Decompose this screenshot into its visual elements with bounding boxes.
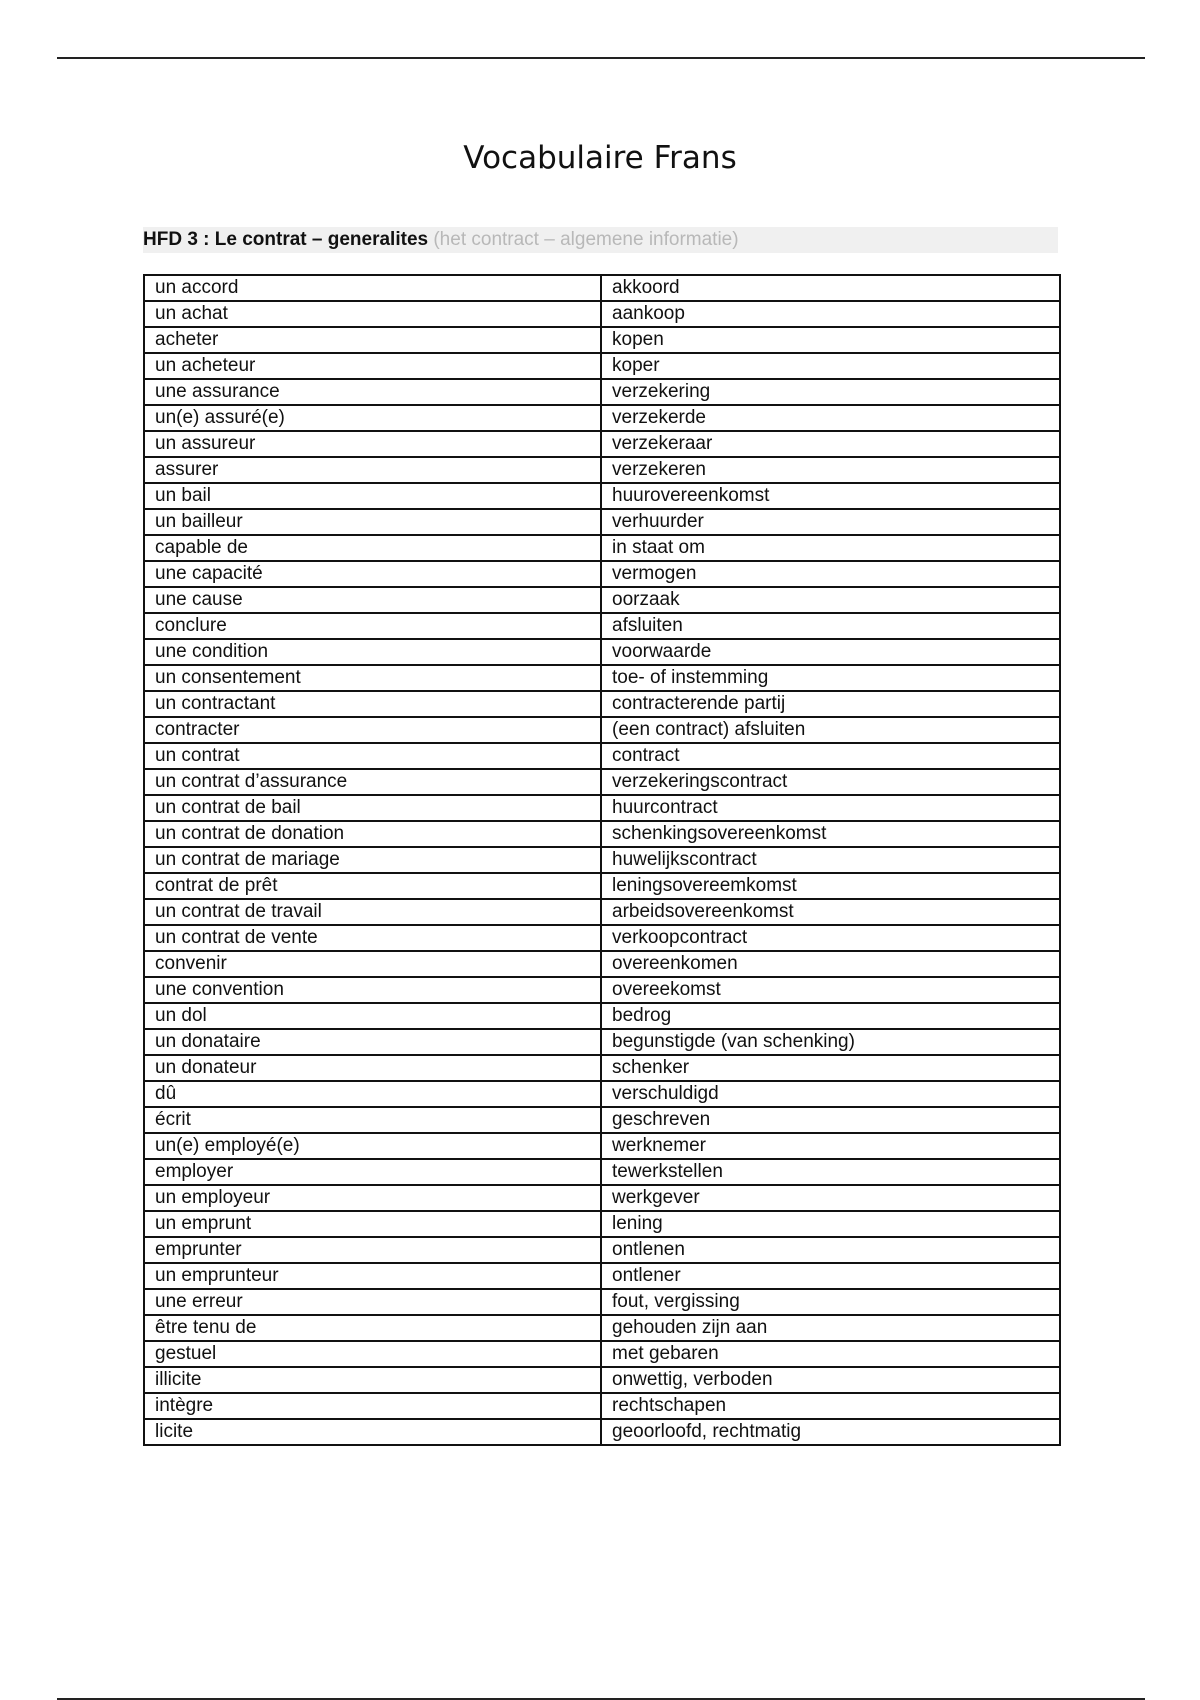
french-term: un contrat de donation — [144, 821, 601, 847]
table-row — [144, 1263, 1060, 1289]
french-term: dû — [144, 1081, 601, 1107]
dutch-translation: contracterende partij — [601, 691, 1060, 717]
dutch-translation: oorzaak — [601, 587, 1060, 613]
table-row — [144, 1289, 1060, 1315]
table-row — [144, 847, 1060, 873]
dutch-translation: arbeidsovereenkomst — [601, 899, 1060, 925]
dutch-translation: geoorloofd, rechtmatig — [601, 1419, 1060, 1445]
table-row — [144, 1393, 1060, 1419]
french-term: un(e) assuré(e) — [144, 405, 601, 431]
french-term: un contrat d’assurance — [144, 769, 601, 795]
table-row — [144, 639, 1060, 665]
table-row — [144, 1341, 1060, 1367]
french-term: un bail — [144, 483, 601, 509]
document-title: Vocabulaire Frans — [463, 140, 737, 176]
dutch-translation: toe- of instemming — [601, 665, 1060, 691]
french-term: intègre — [144, 1393, 601, 1419]
french-term: un contrat de bail — [144, 795, 601, 821]
table-row — [144, 431, 1060, 457]
french-term: un emprunteur — [144, 1263, 601, 1289]
table-row — [144, 1133, 1060, 1159]
dutch-translation: afsluiten — [601, 613, 1060, 639]
dutch-translation: werknemer — [601, 1133, 1060, 1159]
table-row — [144, 275, 1060, 301]
dutch-translation: verzekeringscontract — [601, 769, 1060, 795]
dutch-translation: fout, vergissing — [601, 1289, 1060, 1315]
french-term: contrat de prêt — [144, 873, 601, 899]
dutch-translation: huwelijkscontract — [601, 847, 1060, 873]
french-term: employer — [144, 1159, 601, 1185]
header-rule — [57, 57, 1145, 59]
french-term: un employeur — [144, 1185, 601, 1211]
french-term: un contrat de vente — [144, 925, 601, 951]
table-row — [144, 821, 1060, 847]
table-row — [144, 301, 1060, 327]
table-row — [144, 925, 1060, 951]
french-term: être tenu de — [144, 1315, 601, 1341]
table-row — [144, 665, 1060, 691]
french-term: un contrat — [144, 743, 601, 769]
french-term: un contrat de travail — [144, 899, 601, 925]
table-row — [144, 769, 1060, 795]
french-term: un acheteur — [144, 353, 601, 379]
dutch-translation: schenkingsovereenkomst — [601, 821, 1060, 847]
table-row — [144, 1211, 1060, 1237]
dutch-translation: koper — [601, 353, 1060, 379]
table-row — [144, 1029, 1060, 1055]
french-term: un(e) employé(e) — [144, 1133, 601, 1159]
french-term: capable de — [144, 535, 601, 561]
dutch-translation: aankoop — [601, 301, 1060, 327]
table-row — [144, 1003, 1060, 1029]
french-term: un bailleur — [144, 509, 601, 535]
dutch-translation: verzekeraar — [601, 431, 1060, 457]
french-term: un dol — [144, 1003, 601, 1029]
french-term: assurer — [144, 457, 601, 483]
table-row — [144, 353, 1060, 379]
table-row — [144, 743, 1060, 769]
french-term: emprunter — [144, 1237, 601, 1263]
table-row — [144, 405, 1060, 431]
french-term: une assurance — [144, 379, 601, 405]
table-row — [144, 483, 1060, 509]
dutch-translation: ontlenen — [601, 1237, 1060, 1263]
table-row — [144, 691, 1060, 717]
section-heading-french: HFD 3 : Le contrat – generalites — [143, 229, 429, 250]
dutch-translation: gehouden zijn aan — [601, 1315, 1060, 1341]
french-term: une cause — [144, 587, 601, 613]
dutch-translation: vermogen — [601, 561, 1060, 587]
french-term: licite — [144, 1419, 601, 1445]
dutch-translation: in staat om — [601, 535, 1060, 561]
dutch-translation: overeekomst — [601, 977, 1060, 1003]
french-term: contracter — [144, 717, 601, 743]
french-term: un assureur — [144, 431, 601, 457]
table-row — [144, 587, 1060, 613]
french-term: un emprunt — [144, 1211, 601, 1237]
table-row — [144, 873, 1060, 899]
table-row — [144, 561, 1060, 587]
table-row — [144, 1419, 1060, 1445]
dutch-translation: huurcontract — [601, 795, 1060, 821]
table-row — [144, 327, 1060, 353]
french-term: un donataire — [144, 1029, 601, 1055]
table-row — [144, 1159, 1060, 1185]
french-term: un consentement — [144, 665, 601, 691]
table-row — [144, 1315, 1060, 1341]
table-row — [144, 717, 1060, 743]
dutch-translation: werkgever — [601, 1185, 1060, 1211]
french-term: acheter — [144, 327, 601, 353]
dutch-translation: huurovereenkomst — [601, 483, 1060, 509]
dutch-translation: geschreven — [601, 1107, 1060, 1133]
table-row — [144, 977, 1060, 1003]
french-term: conclure — [144, 613, 601, 639]
table-row — [144, 1185, 1060, 1211]
dutch-translation: contract — [601, 743, 1060, 769]
table-row — [144, 951, 1060, 977]
french-term: un accord — [144, 275, 601, 301]
dutch-translation: verzekerde — [601, 405, 1060, 431]
table-row — [144, 899, 1060, 925]
dutch-translation: akkoord — [601, 275, 1060, 301]
vocabulary-table-body — [144, 275, 1060, 1445]
dutch-translation: voorwaarde — [601, 639, 1060, 665]
table-row — [144, 509, 1060, 535]
dutch-translation: onwettig, verboden — [601, 1367, 1060, 1393]
table-row — [144, 457, 1060, 483]
dutch-translation: verhuurder — [601, 509, 1060, 535]
french-term: convenir — [144, 951, 601, 977]
dutch-translation: overeenkomen — [601, 951, 1060, 977]
dutch-translation: tewerkstellen — [601, 1159, 1060, 1185]
table-row — [144, 1237, 1060, 1263]
table-row — [144, 613, 1060, 639]
dutch-translation: schenker — [601, 1055, 1060, 1081]
table-row — [144, 1367, 1060, 1393]
dutch-translation: ontlener — [601, 1263, 1060, 1289]
dutch-translation: rechtschapen — [601, 1393, 1060, 1419]
french-term: une capacité — [144, 561, 601, 587]
dutch-translation: met gebaren — [601, 1341, 1060, 1367]
dutch-translation: kopen — [601, 327, 1060, 353]
dutch-translation: begunstigde (van schenking) — [601, 1029, 1060, 1055]
french-term: un contrat de mariage — [144, 847, 601, 873]
dutch-translation: verzekering — [601, 379, 1060, 405]
french-term: illicite — [144, 1367, 601, 1393]
french-term: un contractant — [144, 691, 601, 717]
section-heading-dutch: (het contract – algemene informatie) — [433, 229, 739, 250]
table-row — [144, 1081, 1060, 1107]
dutch-translation: verkoopcontract — [601, 925, 1060, 951]
section-heading — [143, 227, 1058, 253]
dutch-translation: (een contract) afsluiten — [601, 717, 1060, 743]
french-term: gestuel — [144, 1341, 601, 1367]
dutch-translation: leningsovereemkomst — [601, 873, 1060, 899]
dutch-translation: lening — [601, 1211, 1060, 1237]
table-row — [144, 795, 1060, 821]
french-term: une condition — [144, 639, 601, 665]
table-row — [144, 1055, 1060, 1081]
french-term: un achat — [144, 301, 601, 327]
dutch-translation: verschuldigd — [601, 1081, 1060, 1107]
table-row — [144, 1107, 1060, 1133]
french-term: une convention — [144, 977, 601, 1003]
french-term: un donateur — [144, 1055, 601, 1081]
table-row — [144, 379, 1060, 405]
table-row — [144, 535, 1060, 561]
dutch-translation: verzekeren — [601, 457, 1060, 483]
vocabulary-table — [143, 274, 1061, 1446]
french-term: une erreur — [144, 1289, 601, 1315]
french-term: écrit — [144, 1107, 601, 1133]
dutch-translation: bedrog — [601, 1003, 1060, 1029]
